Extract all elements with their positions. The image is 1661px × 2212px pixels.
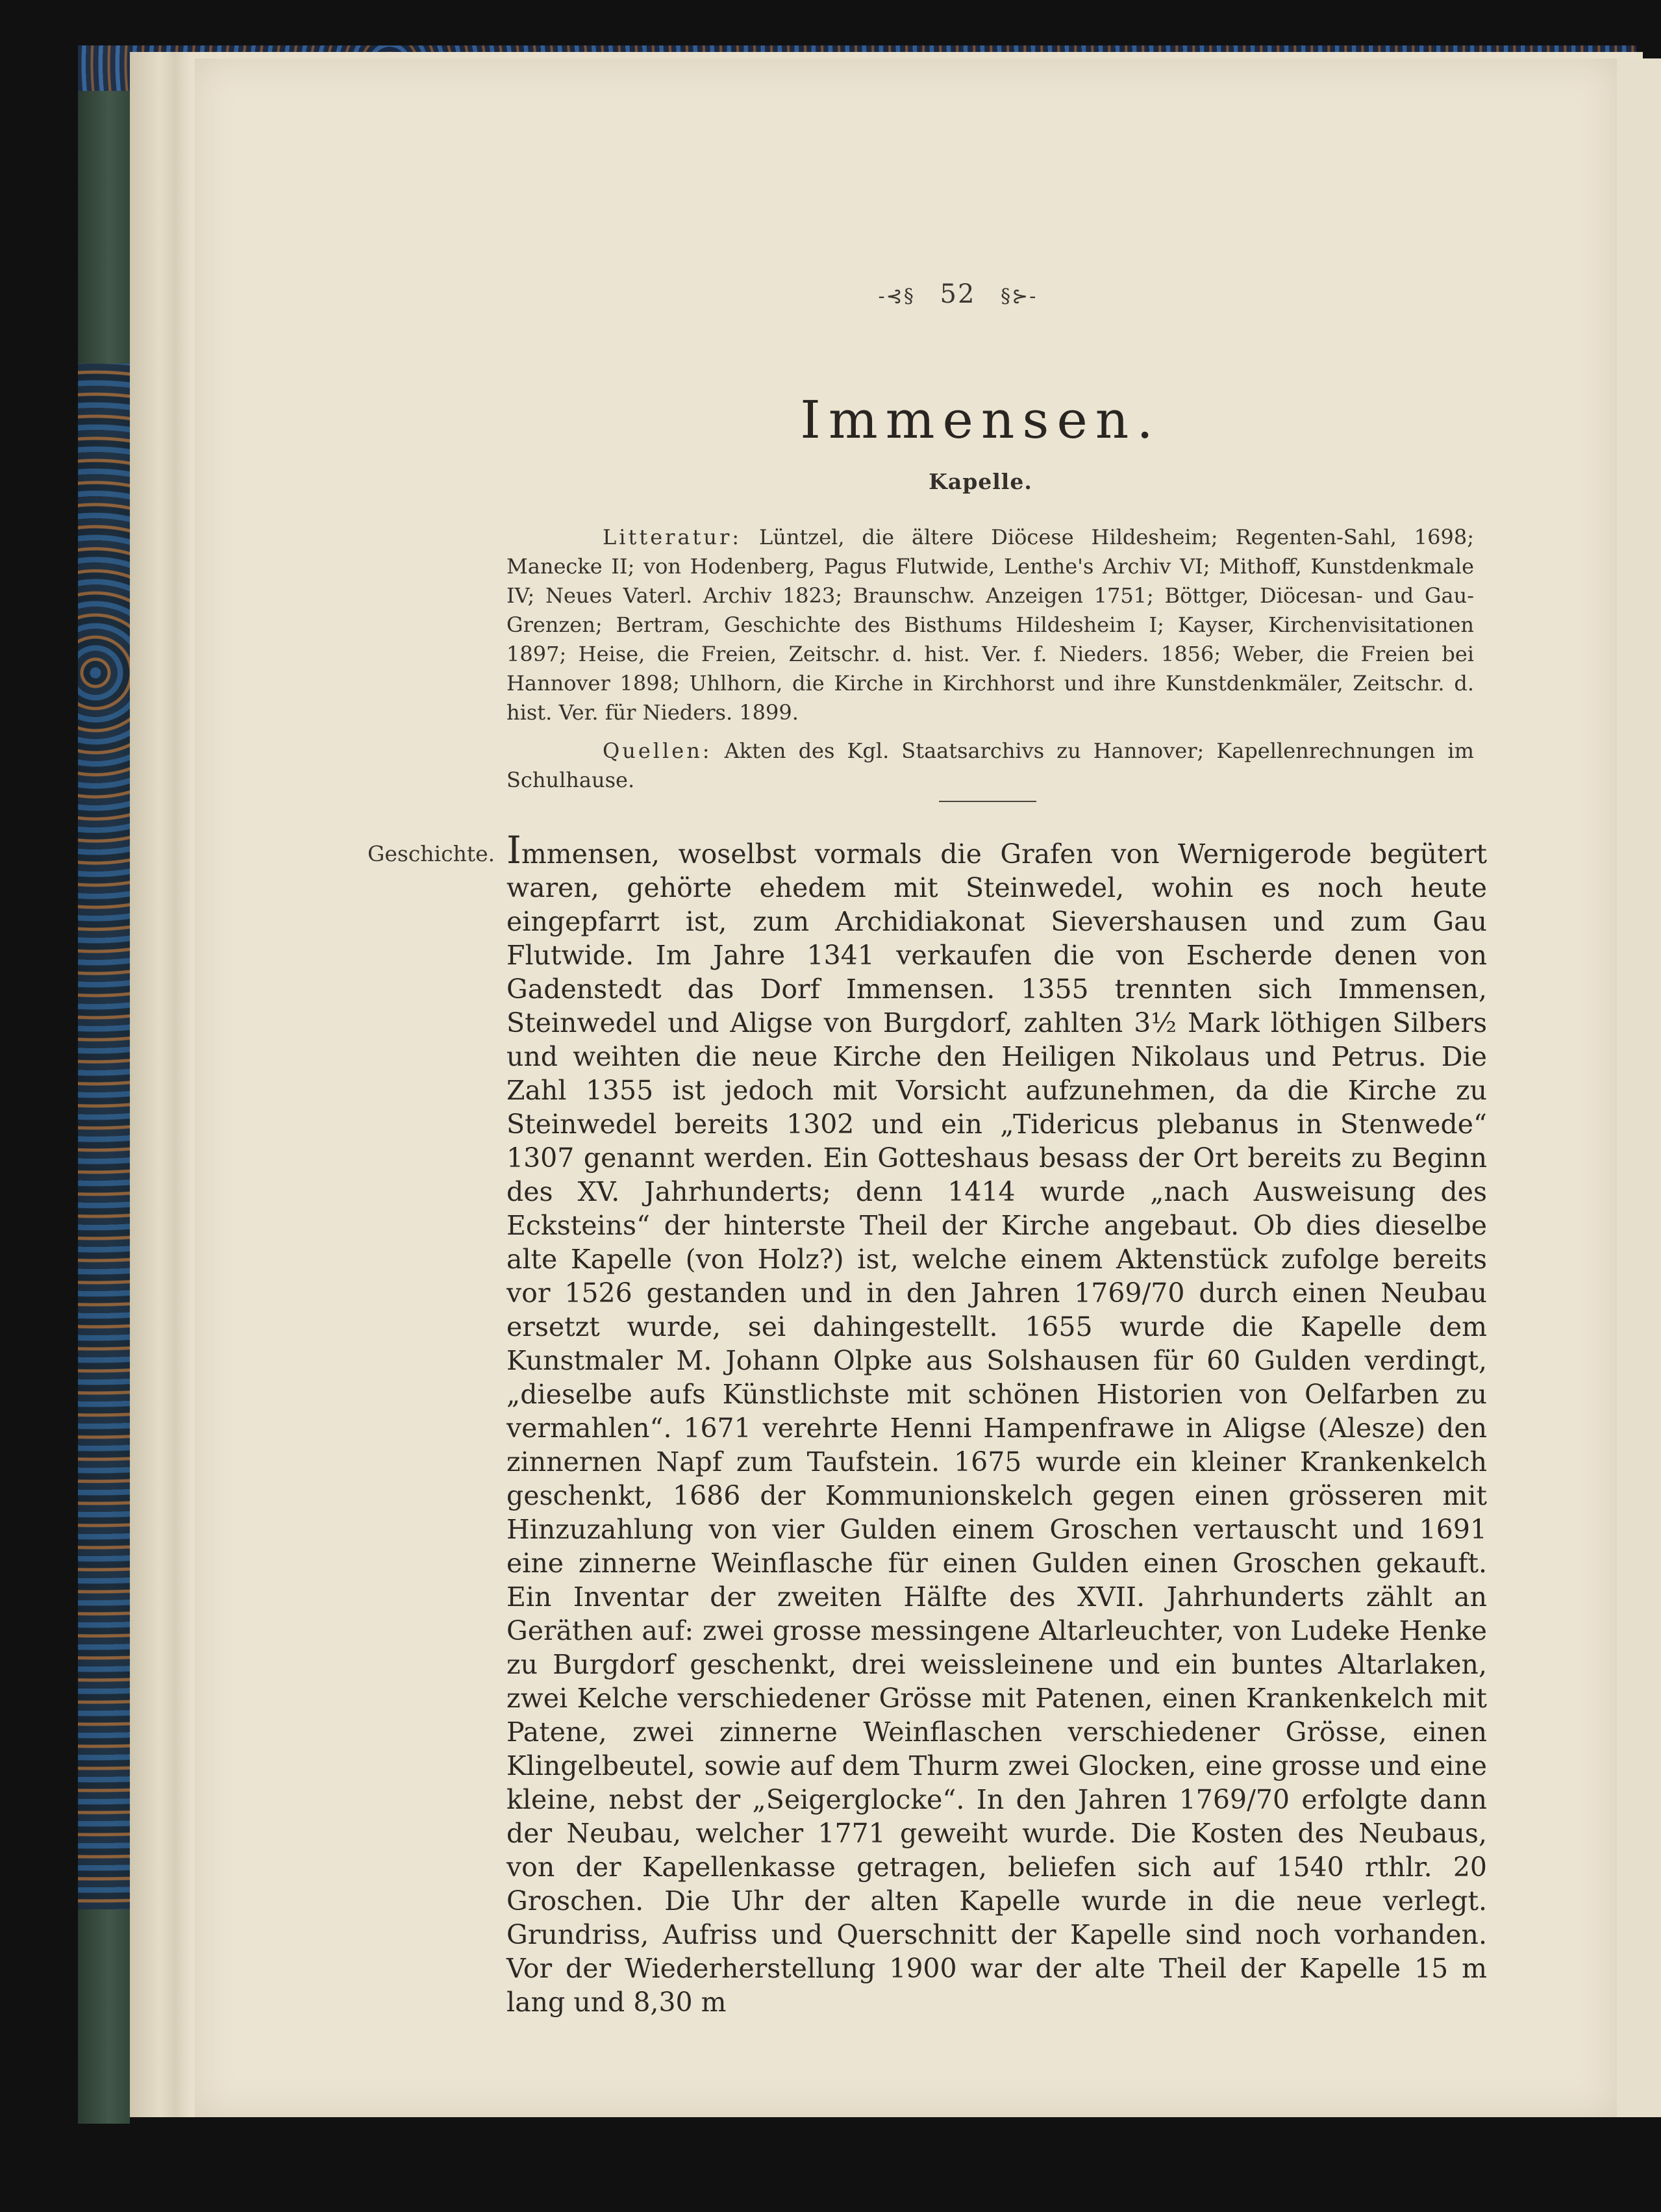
- page-title: Immensen.: [800, 390, 1161, 450]
- literature-text: Lüntzel, die ältere Diöcese Hildesheim; Regenten-Sahl, 1698; Manecke II; von Hodenberg, Pagus Flutwide, Lenthe's Archiv VI; Mithoff, Kunstdenkmale IV; Neues Vaterl. Archiv 1823; Braunschw. Anzeigen 1751; Böttger, Diöcesan- und Gau-Grenzen; Bertram, Geschichte des Bisthums Hildesheim I; Kayser, Kirchenvisitationen 1897; Heise, die Freien, Zeitschr. d. hist. Ver. f. Nieders. 1856; Weber, die Freien bei Hannover 1898; Uhlhorn, die Kirche in Kirchhorst und ihre Kunstdenkmäler, Zeitschr. d. hist. Ver. für Nieders. 1899.: [506, 525, 1475, 725]
- page-number: 52: [940, 279, 976, 309]
- literature-paragraph: [506, 523, 1474, 727]
- history-paragraph: [506, 828, 1487, 2019]
- sources-paragraph: [506, 736, 1474, 795]
- facing-page-edge: [1617, 58, 1661, 2117]
- drop-cap: I: [506, 828, 521, 872]
- bibliography-block: [506, 523, 1474, 804]
- page-header: [649, 279, 1266, 309]
- page-subtitle: Kapelle.: [929, 469, 1032, 494]
- literature-label: Litteratur:: [603, 525, 742, 549]
- sources-label: Quellen:: [603, 738, 712, 763]
- sources-text: Akten des Kgl. Staatsarchivs zu Hannover; Kapellenrechnungen im Schulhause.: [506, 738, 1475, 792]
- ornament-right: §⊱-: [1001, 285, 1038, 308]
- section-divider: [939, 801, 1036, 802]
- ornament-left: -⊰§: [878, 285, 915, 308]
- marbled-endpaper-left: [78, 364, 136, 1909]
- margin-note: Geschichte.: [368, 841, 495, 866]
- history-text: mmensen, woselbst vormals die Grafen von Wernigerode begütert waren, gehörte ehedem mit Steinwedel, wohin es noch heute eingepfarrt ist, zum Archidiakonat Sievershausen und zum Gau Flutwide. Im Jahre 1341 verkaufen die von Escherde denen von Gadenstedt das Dorf Immensen. 1355 trennten sich Immensen, Steinwedel und Aligse von Burgdorf, zahlten 3½ Mark löthigen Silbers und weihten die neue Kirche den Heiligen Nikolaus und Petrus. Die Zahl 1355 ist jedoch mit Vorsicht aufzunehmen, da die Kirche zu Steinwedel bereits 1302 und ein „Tidericus plebanus in Stenwede“ 1307 genannt werden. Ein Gotteshaus besass der Ort bereits zu Beginn des XV. Jahrhunderts; denn 1414 wurde „nach Ausweisung des Ecksteins“ der hinterste Theil der Kirche angebaut. Ob dies dieselbe alte Kapelle (von Holz?) ist, welche einem Aktenstück zufolge bereits vor 1526 gestanden und in den Jahren 1769/70 durch einen Neubau ersetzt wurde, sei dahingestellt. 1655 wurde die Kapelle dem Kunstmaler M. Johann Olpke aus Solshausen für 60 Gulden verdingt, „dieselbe aufs Künstlichste mit schönen Historien von Oelfarben zu vermahlen“. 1671 verehrte Henni Hampenfrawe in Aligse (Alesze) den zinnernen Napf zum Taufstein. 1675 wurde ein kleiner Krankenkelch geschenkt, 1686 der Kommunionskelch gegen einen grösseren mit Hinzuzahlung von vier Gulden einem Groschen vertauscht und 1691 eine zinnerne Weinflasche für einen Gulden einen Groschen gekauft. Ein Inventar der zweiten Hälfte des XVII. Jahrhunderts zählt an Geräthen auf: zwei grosse messingene Altarleuchter, von Ludeke Henke zu Burgdorf geschenkt, drei weissleinene und ein buntes Altarlaken, zwei Kelche verschiedener Grösse mit Patenen, einen Krankenkelch mit Patene, zwei zinnerne Weinflaschen verschiedener Grösse, einen Klingelbeutel, sowie auf dem Thurm zwei Glocken, eine grosse und eine kleine, nebst der „Seigerglocke“. In den Jahren 1769/70 erfolgte dann der Neubau, welcher 1771 geweiht wurde. Die Kosten des Neubaus, von der Kapellenkasse getragen, beliefen sich auf 1540 rthlr. 20 Groschen. Die Uhr der alten Kapelle wurde in die neue verlegt. Grundriss, Aufriss und Querschnitt der Kapelle sind noch vorhanden. Vor der Wiederherstellung 1900 war der alte Theil der Kapelle 15 m lang und 8,30 m: [506, 838, 1487, 2018]
